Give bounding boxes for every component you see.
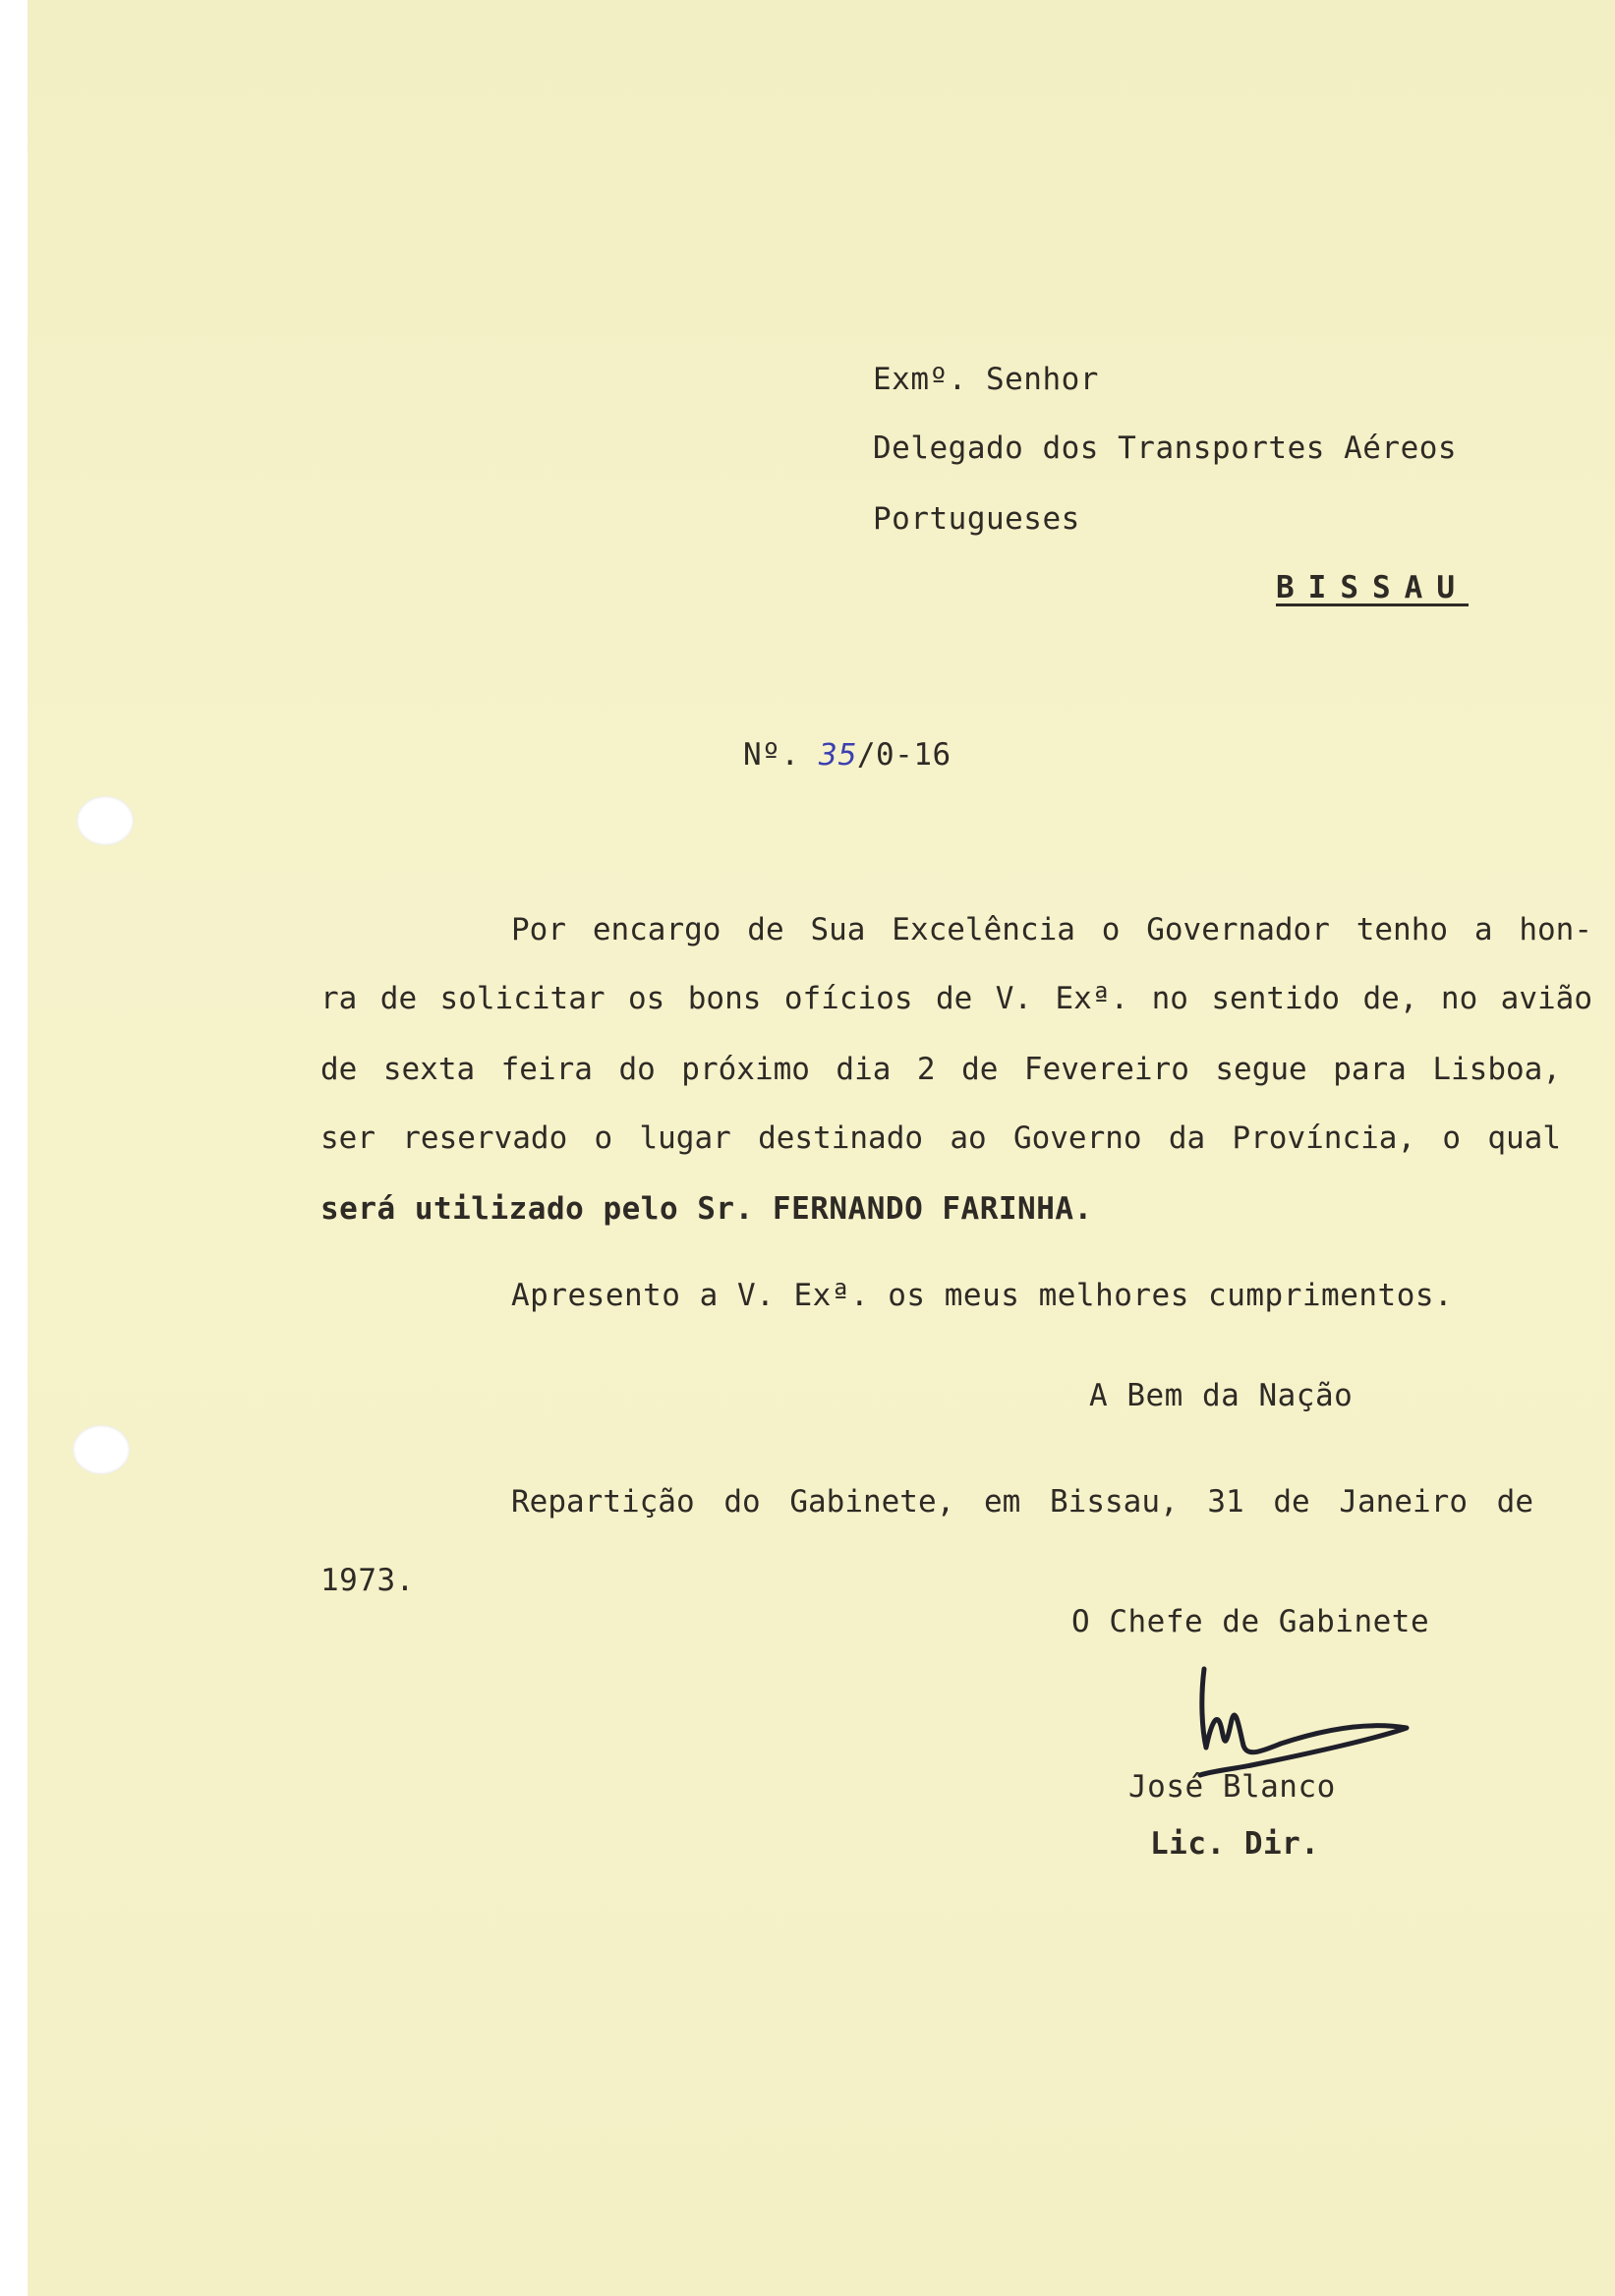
paragraph-line-1: Por encargo de Sua Excelência o Governador tenho a hon- (511, 912, 1592, 947)
place-date-line-1: Repartição do Gabinete, em Bissau, 31 de Janeiro de (511, 1484, 1533, 1520)
paragraph-line-4: ser reservado o lugar destinado ao Governo da Província, o qual (320, 1120, 1561, 1156)
punch-hole-bottom (73, 1425, 130, 1474)
paragraph-line-5: será utilizado pelo Sr. FERNANDO FARINHA. (320, 1191, 1093, 1227)
signatory-credential: Lic. Dir. (1150, 1826, 1320, 1862)
address-line-1: Delegado dos Transportes Aéreos (873, 430, 1458, 466)
motto: A Bem da Nação (1089, 1378, 1354, 1413)
signatory-title: O Chefe de Gabinete (1071, 1604, 1430, 1639)
signatory-name: José Blanco (1128, 1769, 1336, 1805)
closing-sentence: Apresento a V. Exª. os meus melhores cumprimentos. (511, 1278, 1454, 1313)
address-line-2: Portugueses (873, 501, 1080, 537)
reference-prefix: Nº. (743, 737, 800, 773)
paragraph-line-2: ra de solicitar os bons ofícios de V. Exª. no sentido de, no avião (320, 981, 1592, 1016)
reference-suffix: /0-16 (856, 737, 952, 773)
place-date-line-2: 1973. (320, 1563, 415, 1598)
paragraph-line-3: de sexta feira do próximo dia 2 de Fevereiro segue para Lisboa, (320, 1052, 1561, 1087)
reference-handwritten-number: 35 (818, 738, 857, 773)
letter-sheet (28, 0, 1615, 2296)
punch-hole-top (77, 796, 134, 845)
address-city: BISSAU (1276, 570, 1469, 605)
address-salutation: Exmº. Senhor (873, 362, 1099, 397)
reference-number (743, 737, 952, 773)
